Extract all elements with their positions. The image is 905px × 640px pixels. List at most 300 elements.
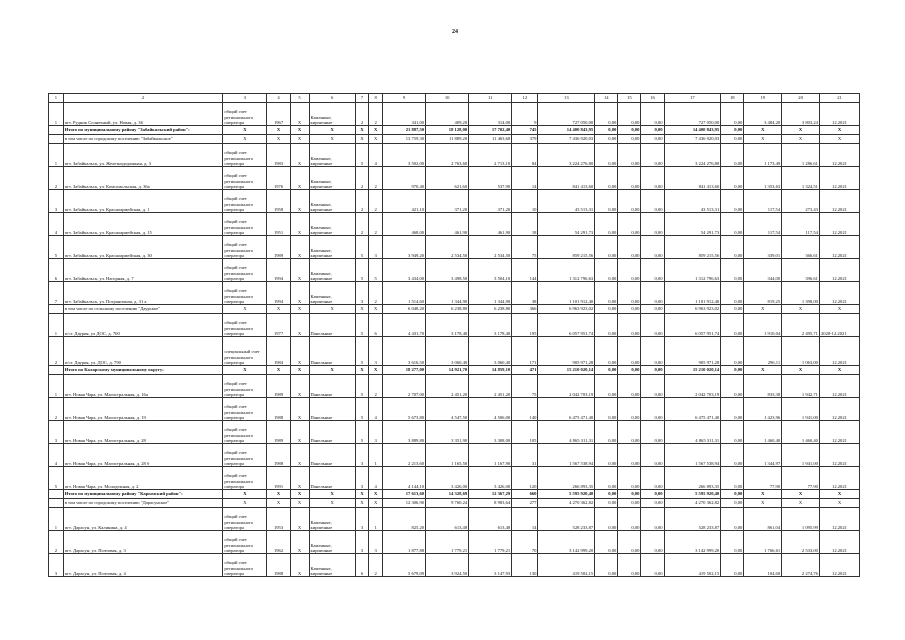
table-cell: 0,00: [595, 103, 618, 126]
table-cell: 0,00: [618, 213, 641, 236]
building-row: [49, 236, 860, 259]
table-cell: 2: [369, 190, 383, 213]
table-cell: Х: [267, 305, 290, 314]
table-cell: 14 921,70: [426, 366, 469, 375]
table-cell: 1: [369, 444, 383, 467]
table-cell: Х: [369, 490, 383, 499]
row-index-cell: 7: [49, 282, 64, 305]
table-cell: 6 238,80: [426, 305, 469, 314]
table-cell: Каменные, кирпичные: [309, 144, 355, 167]
building-row: [49, 508, 860, 531]
table-cell: 2 534,50: [426, 236, 469, 259]
table-cell: 0,00: [595, 467, 618, 490]
deadline-cell: 12.2021: [819, 375, 859, 398]
fund-method-cell: общий счет регионального оператора: [223, 421, 267, 444]
table-cell: Х: [290, 236, 309, 259]
fund-method-cell: общий счет регионального оператора: [223, 236, 267, 259]
row-index-cell: 2: [49, 167, 64, 190]
table-cell: 745: [512, 126, 538, 135]
table-cell: 2 274,76: [782, 554, 820, 577]
table-cell: 0,00: [721, 144, 744, 167]
table-cell: 339,01: [744, 236, 782, 259]
building-row: [49, 103, 860, 126]
table-cell: 2 533,00: [782, 531, 820, 554]
table-cell: 0,00: [618, 167, 641, 190]
table-cell: 1 460,40: [744, 421, 782, 444]
table-cell: 1 942,71: [782, 375, 820, 398]
table-cell: Каменные, кирпичные: [309, 167, 355, 190]
table-cell: Х: [369, 305, 383, 314]
column-number-cell: 15: [618, 94, 641, 103]
deadline-cell: 12.2021: [819, 554, 859, 577]
deadline-cell: 12.2021: [819, 144, 859, 167]
table-cell: Х: [290, 444, 309, 467]
table-cell: 3 434,00: [383, 259, 426, 282]
table-cell: 0,00: [721, 508, 744, 531]
table-cell: 970,40: [383, 167, 426, 190]
table-cell: 0,00: [595, 282, 618, 305]
table-cell: 1 941,00: [782, 398, 820, 421]
table-cell: Х: [309, 499, 355, 508]
table-cell: 613,48: [426, 508, 469, 531]
table-cell: 341,00: [383, 103, 426, 126]
fund-method-cell: общий счет регионального оператора: [223, 554, 267, 577]
table-cell: 5: [355, 375, 369, 398]
table-cell: Х: [744, 126, 782, 135]
table-cell: 833,38: [744, 375, 782, 398]
table-cell: Х: [290, 282, 309, 305]
table-cell: Каменные, кирпичные: [309, 103, 355, 126]
table-cell: Каменные, кирпичные: [309, 236, 355, 259]
table-cell: 3 060,40: [469, 337, 512, 366]
table-cell: 0,00: [618, 190, 641, 213]
table-cell: 0,00: [618, 366, 641, 375]
table-cell: 0,00: [641, 259, 664, 282]
table-cell: 2 451,20: [469, 375, 512, 398]
table-cell: 1 286,61: [782, 144, 820, 167]
table-cell: Каменные, кирпичные: [309, 259, 355, 282]
table-cell: 3 142 999,20: [664, 531, 721, 554]
table-cell: 905 971,28: [664, 337, 721, 366]
column-number-cell: 19: [744, 94, 782, 103]
table-cell: 14 859,10: [469, 366, 512, 375]
deadline-cell: 12.2021: [819, 508, 859, 531]
table-cell: 0,00: [595, 508, 618, 531]
table-cell: 1: [369, 508, 383, 531]
address-cell: пгт. Дарасун, ул. Калинина, д. 4: [63, 508, 223, 531]
row-index-cell: 1: [49, 508, 64, 531]
table-cell: Х: [290, 103, 309, 126]
table-cell: 613,48: [469, 508, 512, 531]
row-index-cell: [49, 366, 64, 375]
table-cell: 4 547,50: [426, 398, 469, 421]
table-cell: 4 431,70: [383, 314, 426, 337]
table-cell: Панельные: [309, 421, 355, 444]
table-cell: 0,00: [595, 444, 618, 467]
table-cell: 0,00: [595, 531, 618, 554]
table-cell: 1 460,40: [782, 421, 820, 444]
table-cell: 0,00: [618, 305, 641, 314]
table-cell: 825,20: [383, 508, 426, 531]
table-cell: Панельные: [309, 375, 355, 398]
building-row: [49, 398, 860, 421]
deadline-cell: 12.2021: [819, 213, 859, 236]
table-cell: Х: [290, 337, 309, 366]
address-cell: пгт. Новая Чара, ул. Молодежная, д. 2: [63, 467, 223, 490]
row-index-cell: 5: [49, 236, 64, 259]
column-number-cell: 2: [63, 94, 223, 103]
table-cell: 0,00: [641, 531, 664, 554]
table-cell: 3 504,10: [469, 259, 512, 282]
table-cell: 1 344,90: [469, 282, 512, 305]
table-cell: 3: [355, 508, 369, 531]
column-number-cell: 21: [819, 94, 859, 103]
table-cell: 0,00: [721, 366, 744, 375]
fund-method-cell: общий счет регионального оператора: [223, 531, 267, 554]
page-number: 24: [452, 29, 458, 35]
table-cell: 0,00: [595, 144, 618, 167]
table-cell: 5: [355, 259, 369, 282]
table-cell: 117,54: [744, 213, 782, 236]
table-cell: 77,90: [744, 467, 782, 490]
table-cell: Х: [369, 499, 383, 508]
building-row: [49, 554, 860, 577]
table-cell: 409,20: [426, 103, 469, 126]
table-cell: Х: [290, 467, 309, 490]
table-cell: 0,00: [618, 259, 641, 282]
table-cell: 3: [369, 531, 383, 554]
table-cell: Х: [369, 366, 383, 375]
table-cell: 1 324,51: [782, 167, 820, 190]
table-cell: Х: [290, 190, 309, 213]
table-cell: Х: [744, 366, 782, 375]
row-index-cell: 5: [49, 467, 64, 490]
table-cell: 12 306,90: [383, 499, 426, 508]
address-cell: пгт. Дарасун, ул. Почтовая, д. 3: [63, 531, 223, 554]
district-total-row: [49, 126, 860, 135]
table-cell: Панельные: [309, 398, 355, 421]
table-cell: 861,04: [744, 508, 782, 531]
building-row: [49, 144, 860, 167]
table-cell: 0,00: [641, 236, 664, 259]
table-cell: 344,00: [744, 259, 782, 282]
deadline-cell: 12.2021: [819, 282, 859, 305]
table-cell: 4: [369, 398, 383, 421]
table-cell: 0,00: [595, 490, 618, 499]
table-cell: 660: [512, 490, 538, 499]
deadline-cell: 12.2021: [819, 236, 859, 259]
deadline-cell: 2020-12.2021: [819, 314, 859, 337]
address-cell: пгт. Забайкальск, ул. Красноармейская, д. 15: [63, 213, 223, 236]
table-cell: 0,00: [595, 337, 618, 366]
table-cell: 8 983,64: [469, 499, 512, 508]
table-cell: 105: [512, 421, 538, 444]
table-cell: 0,00: [618, 490, 641, 499]
table-cell: 1 063,00: [782, 337, 820, 366]
table-cell: 5 673,80: [383, 398, 426, 421]
table-cell: 0,00: [595, 190, 618, 213]
column-number-cell: 14: [595, 94, 618, 103]
table-cell: 0,00: [721, 236, 744, 259]
table-cell: 3 803,24: [782, 103, 820, 126]
district-total-row: [49, 490, 860, 499]
table-cell: 0,00: [618, 282, 641, 305]
table-cell: 21 887,50: [383, 126, 426, 135]
table-cell: 3 224 276,80: [664, 144, 721, 167]
table-cell: 1 344,90: [426, 282, 469, 305]
table-cell: 84: [512, 144, 538, 167]
table-cell: 1951: [267, 213, 290, 236]
deadline-cell: 12.2021: [819, 337, 859, 366]
table-cell: 0,00: [641, 103, 664, 126]
table-cell: 6 057 951,74: [538, 314, 595, 337]
table-cell: 1988: [267, 398, 290, 421]
deadline-cell: Х: [819, 305, 859, 314]
table-cell: 0,00: [721, 421, 744, 444]
table-cell: 0,00: [618, 467, 641, 490]
deadline-cell: 12.2021: [819, 190, 859, 213]
table-cell: 2 451,20: [426, 375, 469, 398]
table-cell: Каменные, кирпичные: [309, 531, 355, 554]
table-cell: Х: [267, 135, 290, 144]
column-number-cell: 4: [267, 94, 290, 103]
table-cell: 7 436 920,03: [538, 135, 595, 144]
row-index-cell: [49, 490, 64, 499]
building-row: [49, 444, 860, 467]
table-cell: Х: [290, 398, 309, 421]
table-cell: 0,00: [595, 305, 618, 314]
table-cell: 0,00: [618, 314, 641, 337]
fund-method-cell: общий счет регионального оператора: [223, 259, 267, 282]
table-cell: 6 475 471,40: [538, 398, 595, 421]
table-cell: 0,00: [618, 499, 641, 508]
table-cell: 0,00: [641, 508, 664, 531]
table-cell: Х: [267, 366, 290, 375]
table-cell: 38: [512, 282, 538, 305]
address-cell: пгт. Новая Чара, ул. Магистральная, д. 19: [63, 398, 223, 421]
column-number-cell: 17: [664, 94, 721, 103]
table-cell: 3: [369, 421, 383, 444]
table-cell: Х: [782, 135, 820, 144]
table-cell: 1953: [267, 508, 290, 531]
address-cell: пгт. Забайкальск, ул. Комсомольская, д. 36а: [63, 167, 223, 190]
settlement-subtotal-row: [49, 305, 860, 314]
table-cell: 0,00: [595, 554, 618, 577]
table-cell: 0,00: [641, 305, 664, 314]
table-cell: Х: [744, 490, 782, 499]
table-cell: 0,00: [595, 213, 618, 236]
row-index-cell: 2: [49, 337, 64, 366]
group-label-cell: в том числе по городскому поселению "Дарасунское": [63, 499, 223, 508]
table-cell: 43 513,31: [664, 190, 721, 213]
table-cell: 2: [369, 167, 383, 190]
deadline-cell: Х: [819, 126, 859, 135]
table-cell: 0,00: [641, 499, 664, 508]
table-cell: Х: [369, 126, 383, 135]
table-cell: Х: [355, 490, 369, 499]
table-cell: 2: [369, 554, 383, 577]
table-cell: 461,90: [469, 213, 512, 236]
table-cell: 18 128,00: [426, 126, 469, 135]
column-number-cell: 5: [290, 94, 309, 103]
table-cell: 14: [512, 167, 538, 190]
table-cell: 421,10: [383, 190, 426, 213]
fund-method-cell: общий счет регионального оператора: [223, 467, 267, 490]
table-cell: 6 475 471,40: [664, 398, 721, 421]
table-cell: 0,00: [618, 398, 641, 421]
fund-method-cell: общий счет регионального оператора: [223, 398, 267, 421]
table-cell: 2 707,00: [383, 375, 426, 398]
table-cell: 3: [369, 236, 383, 259]
table-cell: 77,90: [782, 467, 820, 490]
table-cell: 3 178,40: [469, 314, 512, 337]
column-number-cell: 8: [369, 94, 383, 103]
column-number-cell: 20: [782, 94, 820, 103]
table-cell: 0,00: [641, 282, 664, 305]
table-cell: 1983: [267, 144, 290, 167]
table-cell: 859 215,56: [664, 236, 721, 259]
table-cell: 0,00: [641, 444, 664, 467]
table-cell: 5 595 920,40: [538, 490, 595, 499]
table-cell: 1 101 912,40: [538, 282, 595, 305]
table-cell: 1 567 538,94: [664, 444, 721, 467]
row-index-cell: 1: [49, 144, 64, 167]
deadline-cell: 12.2021: [819, 421, 859, 444]
table-cell: Каменные, кирпичные: [309, 213, 355, 236]
table-cell: 0,00: [595, 366, 618, 375]
table-cell: 537,90: [469, 167, 512, 190]
table-cell: 273,43: [782, 190, 820, 213]
fund-method-cell: общий счет регионального оператора: [223, 213, 267, 236]
table-cell: 117,54: [782, 213, 820, 236]
table-cell: Х: [290, 508, 309, 531]
row-index-cell: [49, 126, 64, 135]
table-cell: 4: [369, 144, 383, 167]
table-cell: Х: [290, 144, 309, 167]
deadline-cell: 12.2021: [819, 531, 859, 554]
table-cell: Х: [290, 490, 309, 499]
table-cell: 104,60: [744, 554, 782, 577]
table-cell: Х: [290, 531, 309, 554]
address-cell: пгт. Забайкальск, ул. Красноармейская, д. 30: [63, 236, 223, 259]
table-cell: 371,20: [426, 190, 469, 213]
table-cell: Х: [290, 366, 309, 375]
row-index-cell: 1: [49, 103, 64, 126]
column-number-cell: 11: [469, 94, 512, 103]
table-cell: Х: [355, 366, 369, 375]
table-cell: 419 502,15: [664, 554, 721, 577]
table-cell: 0,00: [595, 421, 618, 444]
table-cell: Каменные, кирпичные: [309, 508, 355, 531]
table-cell: Х: [355, 499, 369, 508]
column-number-cell: 16: [641, 94, 664, 103]
table-cell: 0,00: [641, 421, 664, 444]
table-cell: 6 238,80: [469, 305, 512, 314]
table-cell: 5: [369, 259, 383, 282]
table-cell: Х: [290, 421, 309, 444]
table-cell: 117,54: [744, 190, 782, 213]
district-total-row: [49, 366, 860, 375]
table-cell: 6 963 923,02: [538, 305, 595, 314]
table-cell: 0,00: [641, 375, 664, 398]
address-cell: пгт. Новая Чара, ул. Магистральная, д. 28 б: [63, 444, 223, 467]
table-cell: 1 165,50: [426, 444, 469, 467]
group-label-cell: в том числе по городскому поселению "Забайкальское": [63, 135, 223, 144]
table-cell: 4 270 362,82: [538, 499, 595, 508]
table-cell: 2: [355, 103, 369, 126]
table-cell: 0,00: [721, 554, 744, 577]
building-row: [49, 421, 860, 444]
table-cell: 0,00: [721, 305, 744, 314]
fund-method-cell: общий счет регионального оператора: [223, 508, 267, 531]
table-cell: 1 173,49: [744, 144, 782, 167]
table-cell: 1 766,61: [744, 531, 782, 554]
table-cell: 621,60: [426, 167, 469, 190]
table-cell: 0,00: [641, 213, 664, 236]
table-cell: 1984: [267, 337, 290, 366]
row-index-cell: [49, 499, 64, 508]
table-cell: 314,00: [469, 103, 512, 126]
table-cell: Каменные, кирпичные: [309, 282, 355, 305]
table-cell: 17 613,60: [383, 490, 426, 499]
table-cell: 3 426,00: [426, 467, 469, 490]
table-cell: Каменные, кирпичные: [309, 554, 355, 577]
table-cell: 0,00: [641, 314, 664, 337]
table-cell: 18 277,00: [383, 366, 426, 375]
table-cell: 6 048,20: [383, 305, 426, 314]
table-cell: 1 779,21: [426, 531, 469, 554]
table-cell: 2 042 703,19: [538, 375, 595, 398]
table-cell: 371,20: [469, 190, 512, 213]
row-index-cell: [49, 305, 64, 314]
fund-method-cell: Х: [223, 490, 267, 499]
table-body: [49, 94, 860, 577]
fund-method-cell: общий счет регионального оператора: [223, 282, 267, 305]
table-cell: 727 050,00: [664, 103, 721, 126]
row-index-cell: [49, 135, 64, 144]
column-number-cell: 18: [721, 94, 744, 103]
table-cell: 4 506,00: [469, 398, 512, 421]
table-cell: 841 413,60: [538, 167, 595, 190]
table-cell: Х: [267, 490, 290, 499]
table-cell: 1 910,04: [744, 314, 782, 337]
table-cell: 396,61: [782, 259, 820, 282]
table-cell: 1 344,97: [744, 444, 782, 467]
table-cell: 727 050,00: [538, 103, 595, 126]
table-cell: Х: [744, 135, 782, 144]
table-cell: 0,00: [641, 167, 664, 190]
building-row: [49, 375, 860, 398]
table-cell: 54 291,73: [538, 213, 595, 236]
table-cell: Панельные: [309, 467, 355, 490]
table-cell: 0,00: [641, 554, 664, 577]
table-cell: 1 398,00: [782, 282, 820, 305]
table-cell: Х: [309, 490, 355, 499]
address-cell: пгт. Забайкальск, ул. Пограничная, д. 31 а: [63, 282, 223, 305]
table-cell: 0,00: [618, 531, 641, 554]
building-row: [49, 259, 860, 282]
table-cell: 0,00: [721, 103, 744, 126]
table-cell: 5: [355, 314, 369, 337]
row-index-cell: 4: [49, 444, 64, 467]
deadline-cell: 12.2021: [819, 398, 859, 421]
table-cell: 2: [369, 282, 383, 305]
table-cell: 3 498,50: [426, 259, 469, 282]
column-number-row: [49, 94, 860, 103]
table-cell: 70: [512, 531, 538, 554]
table-cell: 0,00: [641, 144, 664, 167]
table-cell: 0,00: [618, 554, 641, 577]
